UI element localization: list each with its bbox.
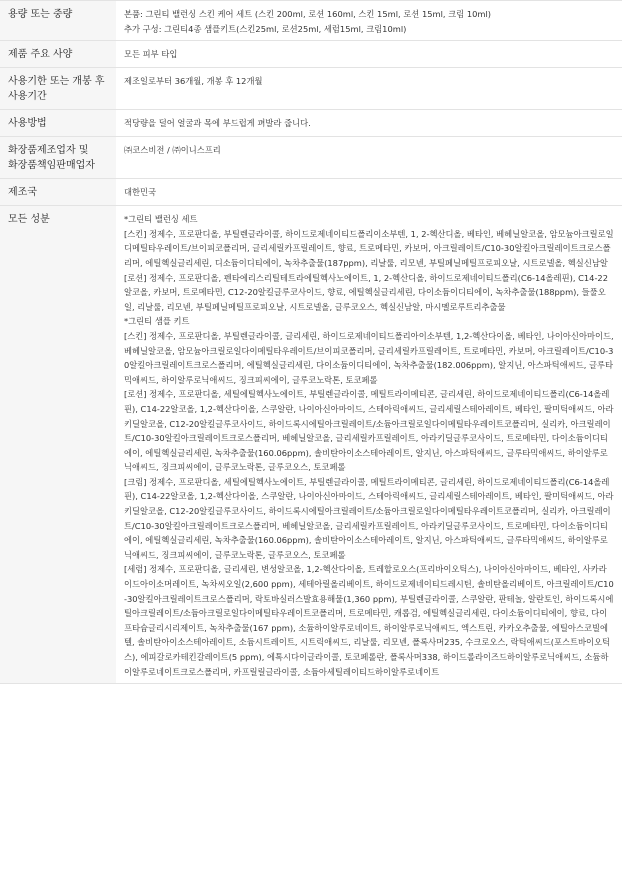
value-volume xyxy=(116,1,622,41)
ingredients-kit-heading: *그린티 샘플 키트 xyxy=(124,316,190,327)
label-manufacturer: 화장품제조업자 및 화장품책임판매업자 xyxy=(0,137,116,179)
value-ingredients xyxy=(116,206,622,684)
country-text: 대한민국 xyxy=(124,187,157,198)
value-spec xyxy=(116,41,622,68)
value-country xyxy=(116,179,622,206)
label-expiry: 사용기한 또는 개봉 후 사용기간 xyxy=(0,68,116,110)
label-spec: 제품 주요 사양 xyxy=(0,41,116,68)
ingredients-kit-cream: [크림] 정제수, 프로판디올, 세틸에틸헥사노에이트, 부틸렌글라이콜, 메틸트라이메티콘, 글리세린, 하이드로제네이티드폴리(C6-14올레핀), C14-22알코올, 1,2-헥산다이올, 스쿠알란, 나이아신아마이드, 스테아릭애씨드, 글리세릴스테아레이트, 베타인, 팔미틱애씨드, 아라키딜알코올, C12-20알킬글루코사이드, 하이드록시에틸아크릴레이트/소듐아크릴로일다이메틸타우레이트코폴리머, 실리카, 아크릴레이트/C10-30알킬아크릴레이트크로스폴리머, 베헤닐알코올, 글리세릴카프릴레이트, 아라키딜글루코사이드, 트로메타민, 다이소듐이디티에이, 에틸헥실글리세린, 녹차추출물(160.06ppm), 솔비탄아이소스테아레이트, 알지닌, 아스파틱애씨드, 글루타믹애씨드, 하이알루로닉애씨드, 징크피씨에이, 글루코노락톤, 글루코오스, 토코페롤 xyxy=(124,476,614,560)
value-usage xyxy=(116,110,622,137)
row-volume xyxy=(0,1,622,41)
row-spec xyxy=(0,41,622,68)
volume-extra-kit: 추가 구성: 그린티4종 샘플키트(스킨25ml, 로션25ml, 세럼15ml, 크림10ml) xyxy=(124,23,407,34)
ingredients-set-heading: *그린티 밸런싱 세트 xyxy=(124,214,198,225)
ingredients-kit-lotion: [로션] 정제수, 프로판디올, 세틸에틸헥사노에이트, 부틸렌글라이콜, 메틸트라이메티콘, 글리세린, 하이드로제네이티드폴리(C6-14올레핀), C14-22알코올, 1,2-헥산다이올, 스쿠알란, 나이아신아마이드, 스테아릭애씨드, 글리세릴스테아레이트, 베타인, 팔미틱애씨드, 아라키딜알코올, C12-20알킬글루코사이드, 하이드록시에틸아크릴레이트/소듐아크릴로일다이메틸타우레이트코폴리머, 실리카, 아크릴레이트/C10-30알킬아크릴레이트크로스폴리머, 베헤닐알코올, 글리세릴카프릴레이트, 아라키딜글루코사이드, 트로메타민, 다이소듐이디티에이, 에틸헥실글리세린, 녹차추출물(160.06ppm), 솔비탄아이소스테아레이트, 알지닌, 아스파틱애씨드, 글루타믹애씨드, 하이알루로닉애씨드, 징크피씨에이, 글루코노락톤, 글루코오스, 토코페롤 xyxy=(124,389,614,473)
value-manufacturer xyxy=(116,137,622,179)
row-country xyxy=(0,179,622,206)
value-expiry xyxy=(116,68,622,110)
label-volume: 용량 또는 중량 xyxy=(0,1,116,41)
row-ingredients xyxy=(0,206,622,684)
row-manufacturer xyxy=(0,137,622,179)
spec-text: 모든 피부 타입 xyxy=(124,49,178,60)
ingredients-set-skin-lotion: [스킨] 정제수, 프로판디올, 부틸렌글라이콜, 하이드로제네이티드폴리이소부텐, 1, 2-헥산디올, 베타인, 베헤닐알코올, 암모늄아크릴로일디메틸타우레이트/브이피코폴리머, 글리세릴카프릴레이트, 향료, 트로메타민, 카보머, 아크릴레이트/C10-30알킬아크릴레이트크로스폴리머, 에틸헥실글리세린, 디소듐이디티에이, 녹차추출물(187ppm), 리날룰, 리모넨, 부틸페닐메틸프로피오날, 시트로넬올, 헥실신남알 [로션] 정제수, 프로판디올, 펜타에리스리틸테트라에틸헥사노에이트, 1, 2-헥산디올, 하이드로제네이티드폴리(C6-14올레핀), C14-22알코올, 카보머, 트로메타민, C12-20알킬글루코사이드, 향료, 에틸헥실글리세린, 다이소듐이디티에이, 녹차추출물(188ppm), 들풀오일, 리날룰, 리모넨, 부틸페닐메틸프로피오날, 시트로넬올, 글루코오스, 헥실신남알, 마시멜로루트리추출물 xyxy=(124,228,614,312)
label-country: 제조국 xyxy=(0,179,116,206)
row-usage xyxy=(0,110,622,137)
volume-main-product: 본품: 그린티 밸런싱 스킨 케어 세트 (스킨 200ml, 로션 160ml, 스킨 15ml, 로션 15ml, 크림 10ml) xyxy=(124,9,492,19)
ingredients-kit-skin: [스킨] 정제수, 프로판디올, 부틸렌글라이콜, 글리세린, 하이드로제네이티드폴리아이소부텐, 1,2-헥산다이올, 베타인, 나이아신아마이드, 베헤닐알코올, 암모늄아크릴로일다이메틸타우레이트/브이피코폴리머, 글리세릴카프릴레이트, 트로메타민, 카보머, 아크릴레이트/C10-30알킬아크릴레이트크로스폴리머, 에틸헥실글리세린, 다이소듐이디티에이, 녹차추출물(182.006ppm), 알지닌, 아스파틱애씨드, 글루타믹애씨드, 하이알루로닉애씨드, 징크피씨에이, 글루코노락톤, 토코페롤 xyxy=(124,330,614,385)
usage-text: 적당량을 덜어 얼굴과 목에 부드럽게 펴발라 줍니다. xyxy=(124,118,311,129)
manufacturer-text: ㈜코스비전 / ㈜이니스프리 xyxy=(124,145,221,156)
row-expiry xyxy=(0,68,622,110)
label-usage: 사용방법 xyxy=(0,110,116,137)
label-ingredients: 모든 성분 xyxy=(0,206,116,684)
ingredients-kit-serum: [세럼] 정제수, 프로판디올, 글리세린, 변성알코올, 1,2-헥산다이올, 트레할로오스(프리바이오틱스), 나이아신아마이드, 베타인, 사카라이드아이소머레이트, 녹차씨오일(2,600 ppm), 세테아릴올리베이트, 하이드로제네이티드레시틴, 솔비탄올리베이트, 아크릴레이트/C10-30알킬아크릴레이트크로스폴리머, 락토바실러스발효용해물(1,360 ppm), 부틸렌글라이콜, 스쿠알란, 판테놀, 알란토인, 하이드록시에틸아크릴레이트/소듐아크릴로일다이메틸타우레이트코폴리머, 트로메타민, 캐롭검, 에틸헥실글리세린, 다이소듐이디티에이, 향료, 다이프타슘글리시리제이트, 녹차추출물(167 ppm), 소듐하이알루로네이트, 하이알루로닉애씨드, 엑스트린, 카카오추출물, 에틸아스코빌에텔, 솔비탄아이소스테아레이트, 소듐시트레이트, 시트릭애씨드, 리날룰, 리모넨, 폴록사머235, 수크로오스, 락틱애씨드(포스트바이오틱스), 에피갈로카테킨갈레이트(5 ppm), 에톡시다이글라이콜, 토코페롤란, 폴록사머338, 하이드롤라이즈드하이알루로닉애씨드, 소듐하이알루로네이트크로스폴리머, 카프릴릴글라이콜, 소듐아세틸레이티드하이알루로네이트 xyxy=(124,564,614,677)
expiry-text: 제조일로부터 36개월, 개봉 후 12개월 xyxy=(124,76,263,87)
